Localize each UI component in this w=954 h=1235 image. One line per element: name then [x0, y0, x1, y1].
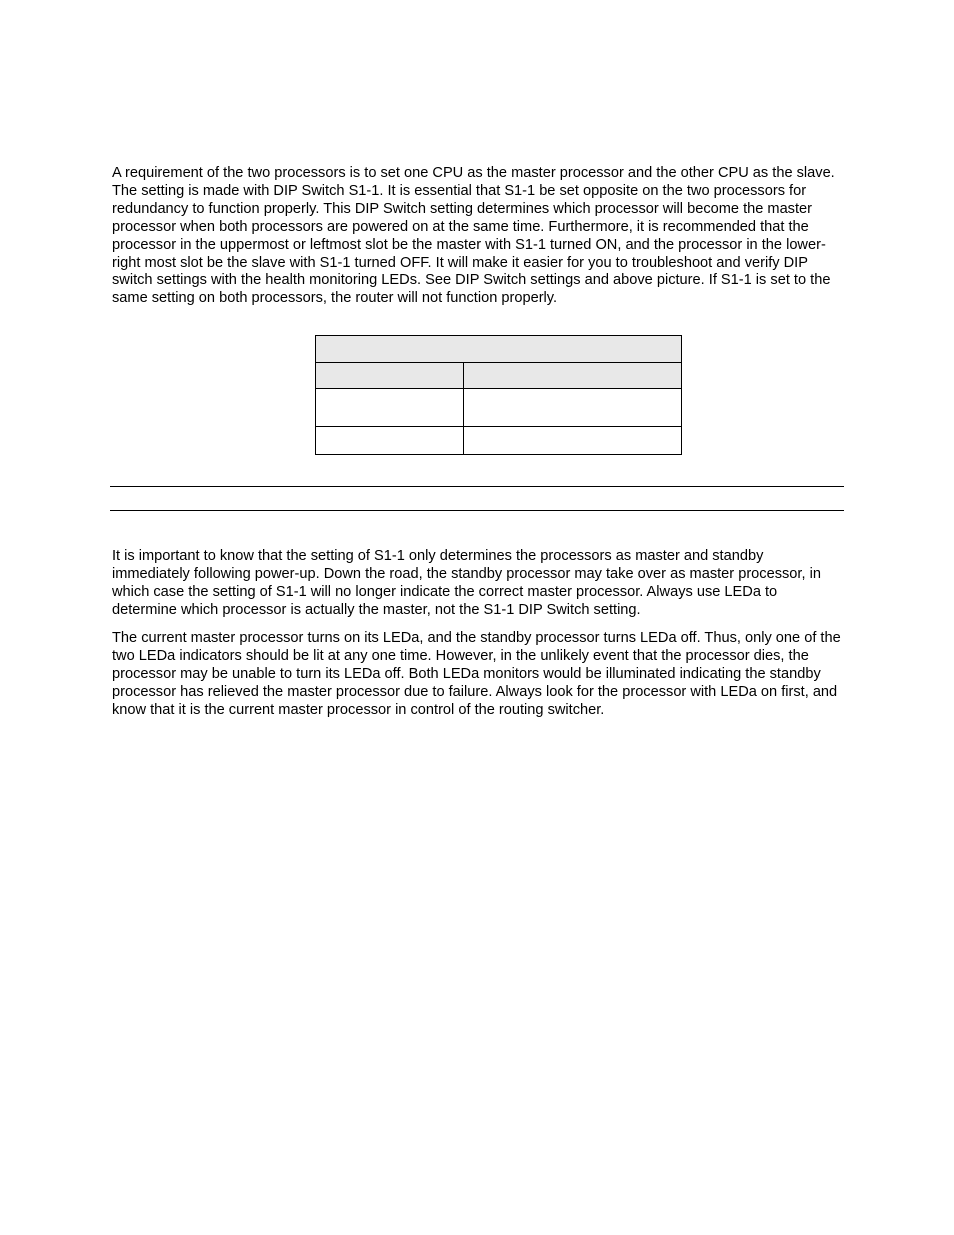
table-row: [316, 427, 682, 455]
table-row: [316, 389, 682, 427]
table-header-cell: [464, 363, 682, 389]
note-bottom-divider: [110, 510, 844, 511]
table-cell: [316, 389, 464, 427]
table-title-row: [316, 336, 682, 363]
table-cell: [316, 427, 464, 455]
table-header-cell: [316, 363, 464, 389]
table-title: [316, 336, 682, 363]
table-header-row: [316, 363, 682, 389]
paragraph-master-slave-setting: A requirement of the two processors is to set one CPU as the master processor and the other CPU as the slave. The setting is made with DIP Switch S1-1. It is essential that S1-1 be set opposite on the two processors for redundancy to function properly. This DIP Switch setting determines which processor will become the master processor when both processors are powered on at the same time. Furthermore, it is recommended that the processor in the uppermost or leftmost slot be the master with S1-1 turned ON, and the processor in the lower-right most slot be the slave with S1-1 turned OFF. It will make it easier for you to troubleshoot and verify DIP switch settings with the health monitoring LEDs. See DIP Switch settings and above picture. If S1-1 is set to the same setting on both processors, the router will not function properly.: [112, 165, 835, 307]
table-cell: [464, 389, 682, 427]
table-cell: [464, 427, 682, 455]
paragraph-leda-indicator: The current master processor turns on its LEDa, and the standby processor turns LEDa off. Thus, only one of the two LEDa indicators should be lit at any one time. However, in the unlikely event that the processor dies, the processor may be unable to turn its LEDa off. Both LEDa monitors would be illuminated indicating the standby processor has relieved the master processor due to failure. Always look for the processor with LEDa on first, and know that it is the current master processor in control of the routing switcher.: [112, 630, 841, 718]
paragraph-standby-takeover: It is important to know that the setting of S1-1 only determines the processors as master and standby immediately following power-up. Down the road, the standby processor may take over as master processor, in which case the setting of S1-1 will no longer indicate the correct master processor. Always use LEDa to determine which processor is actually the master, not the S1-1 DIP Switch setting.: [112, 548, 821, 618]
note-top-divider: [110, 486, 844, 487]
dip-switch-table: [315, 335, 682, 455]
